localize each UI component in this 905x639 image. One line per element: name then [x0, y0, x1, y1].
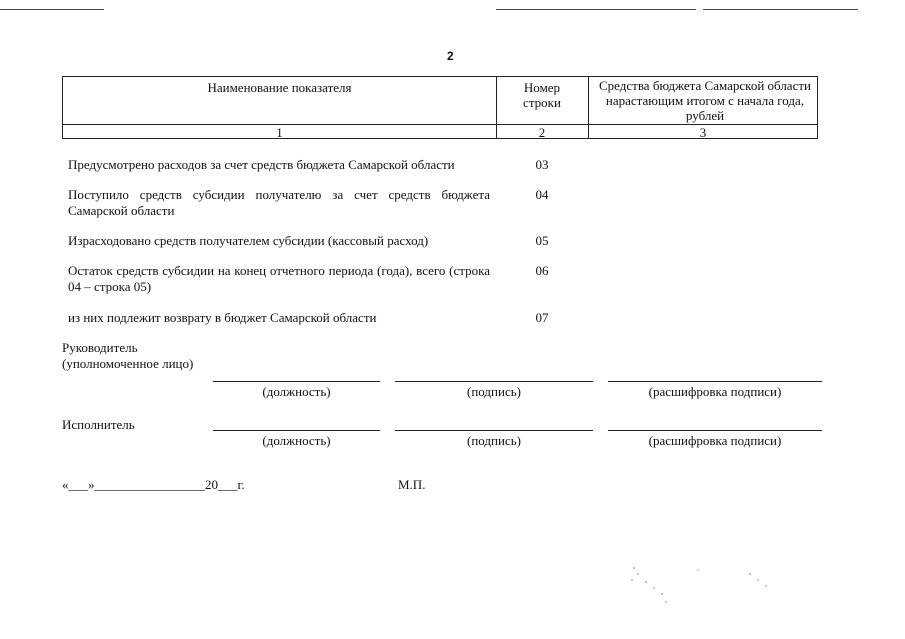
- row-label: Поступило средств субсидии получателю за счет средств бюджета Самарской области: [68, 187, 490, 218]
- executor-label: Исполнитель: [62, 417, 135, 432]
- stamp-mark: М.П.: [398, 477, 426, 492]
- scan-edge-line: [496, 9, 696, 10]
- row-label: Предусмотрено расходов за счет средств бюджета Самарской области: [68, 157, 455, 172]
- position-line: [213, 430, 380, 431]
- header-budget-funds: Средства бюджета Самарской области нарастающим итогом с начала года, рублей: [599, 78, 811, 123]
- signature-line: [395, 381, 593, 382]
- decoding-caption: (расшифровка подписи): [648, 433, 782, 448]
- header-line-number: Номер строки: [523, 80, 561, 110]
- page-number: 2: [447, 49, 454, 63]
- row-label: из них подлежит возврату в бюджет Самарской области: [68, 310, 377, 325]
- date-line: «___»_________________20___г.: [62, 477, 245, 492]
- position-caption: (должность): [262, 384, 331, 399]
- row-code: 05: [535, 233, 549, 248]
- position-caption: (должность): [262, 433, 331, 448]
- signature-caption: (подпись): [467, 433, 521, 448]
- column-number-2: 2: [538, 125, 546, 140]
- decoding-line: [608, 430, 822, 431]
- row-code: 07: [535, 310, 549, 325]
- decoding-line: [608, 381, 822, 382]
- column-number-3: 3: [699, 125, 707, 140]
- row-code: 04: [535, 187, 549, 202]
- row-label: Остаток средств субсидии на конец отчетного периода (года), всего (строка 04 – строка 05): [68, 263, 490, 294]
- head-label: Руководитель: [62, 340, 138, 355]
- row-code: 06: [535, 263, 549, 278]
- column-number-1: 1: [276, 125, 283, 140]
- row-label: Израсходовано средств получателем субсидии (кассовый расход): [68, 233, 429, 248]
- head-sublabel: (уполномоченное лицо): [62, 356, 194, 371]
- scan-edge-line: [703, 9, 858, 10]
- signature-caption: (подпись): [467, 384, 521, 399]
- decoding-caption: (расшифровка подписи): [648, 384, 782, 399]
- header-table: [62, 76, 818, 139]
- signature-line: [395, 430, 593, 431]
- scan-edge-line: [0, 9, 104, 10]
- scan-noise: [620, 560, 780, 620]
- header-indicator-name: Наименование показателя: [207, 80, 352, 95]
- position-line: [213, 381, 380, 382]
- row-code: 03: [535, 157, 549, 172]
